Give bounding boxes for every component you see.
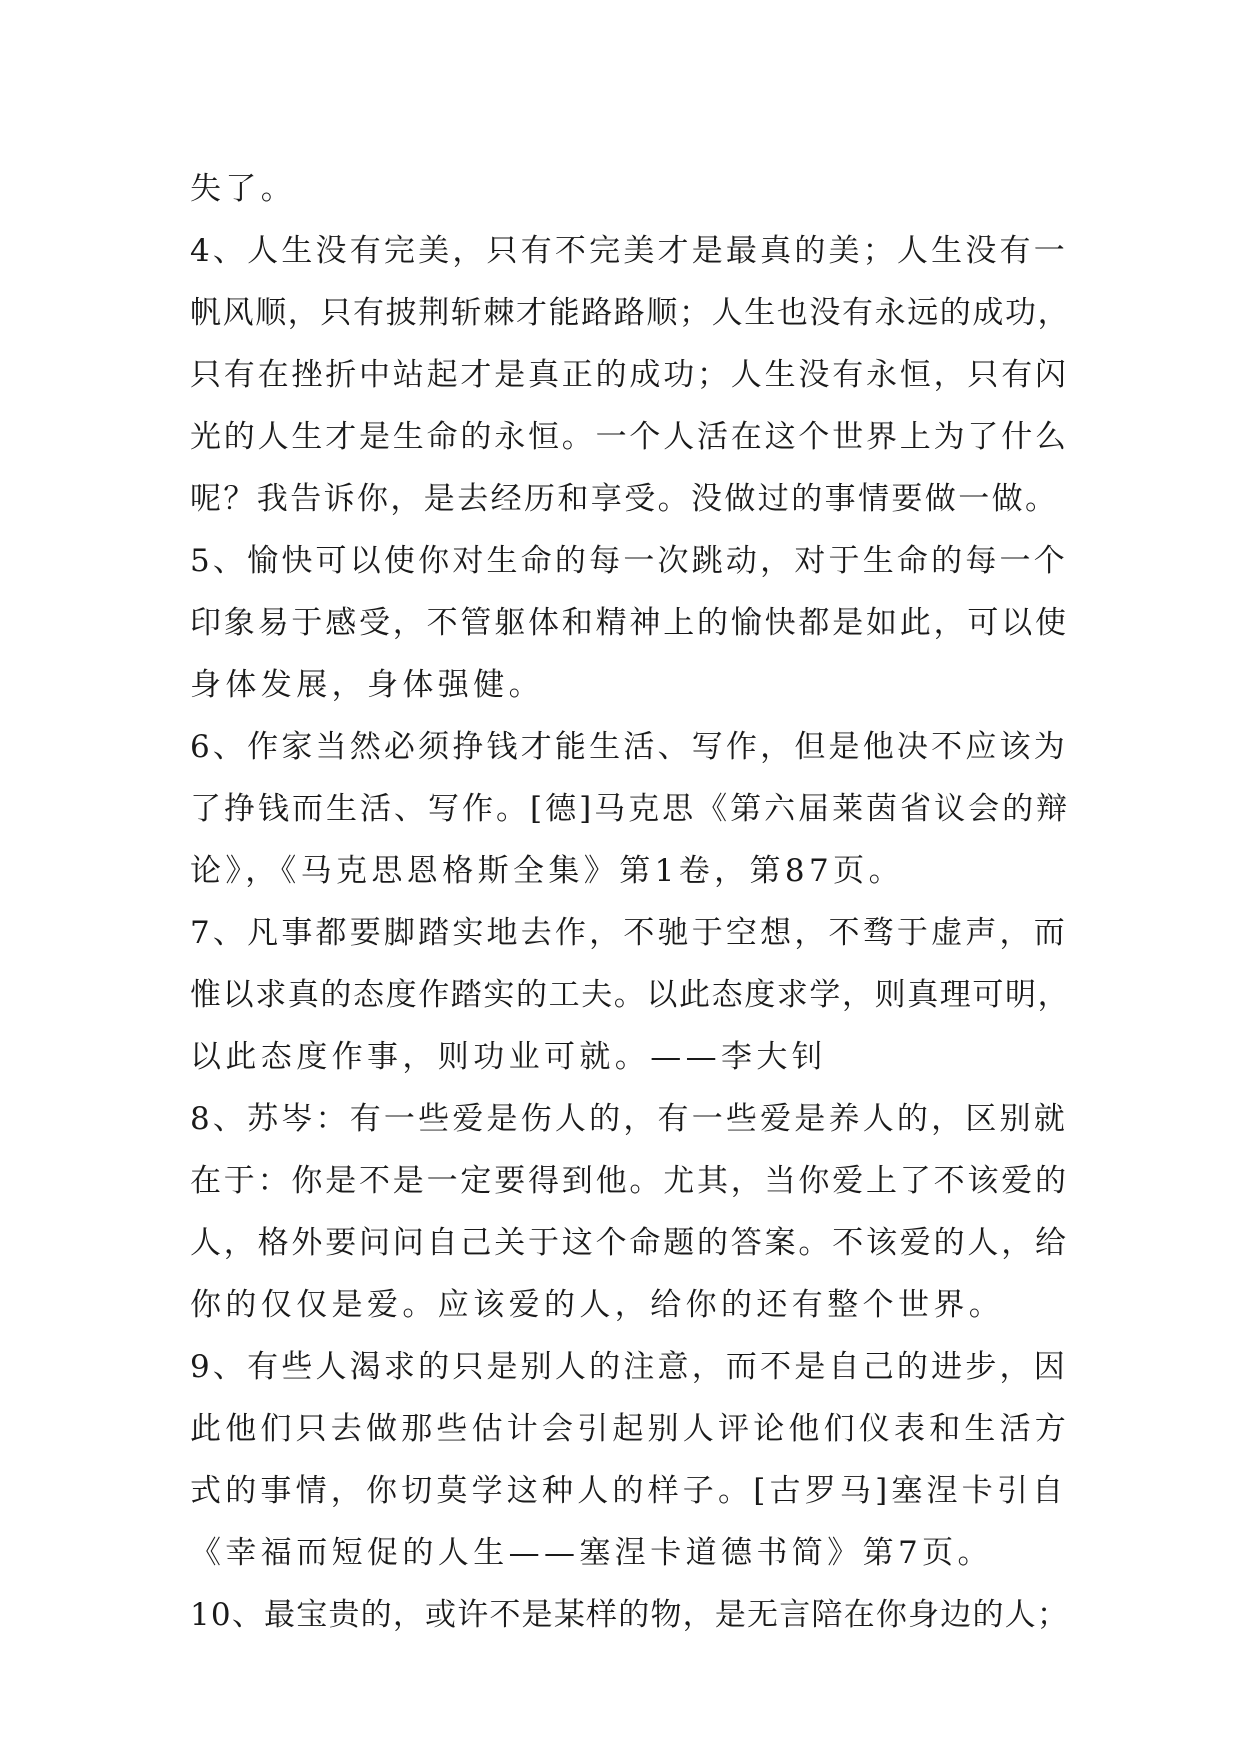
text-line: 7、凡事都要脚踏实地去作，不驰于空想，不骛于虚声，而 [190, 915, 1068, 951]
text-line: 以此态度作事，则功业可就。——李大钊 [190, 1039, 828, 1075]
text-line: 了挣钱而生活、写作。[德]马克思《第六届莱茵省议会的辩 [190, 791, 1071, 827]
text-line: 6、作家当然必须挣钱才能生活、写作，但是他决不应该为 [190, 729, 1068, 765]
text-line: 身体发展，身体强健。 [190, 667, 544, 703]
text-line: 式的事情，你切莫学这种人的样子。[古罗马]塞涅卡引自 [190, 1473, 1068, 1509]
text-line: 惟以求真的态度作踏实的工夫。以此态度求学，则真理可明， [190, 977, 1071, 1013]
text-line: 帆风顺，只有披荆斩棘才能路路顺；人生也没有永远的成功， [190, 295, 1071, 331]
text-line: 在于：你是不是一定要得到他。尤其，当你爱上了不该爱的 [190, 1163, 1069, 1199]
text-line: 人，格外要问问自己关于这个命题的答案。不该爱的人，给 [190, 1225, 1069, 1261]
text-line: 光的人生才是生命的永恒。一个人活在这个世界上为了什么 [190, 419, 1069, 455]
text-line: 8、苏岑：有一些爱是伤人的，有一些爱是养人的，区别就 [190, 1101, 1068, 1137]
text-line: 只有在挫折中站起才是真正的成功；人生没有永恒，只有闪 [190, 357, 1069, 393]
text-line: 4、人生没有完美，只有不完美才是最真的美；人生没有一 [190, 233, 1068, 269]
text-line: 10、最宝贵的，或许不是某样的物，是无言陪在你身边的人； [190, 1597, 1070, 1633]
text-line: 失了。 [190, 171, 297, 207]
text-line: 呢？我告诉你，是去经历和享受。没做过的事情要做一做。 [190, 481, 1059, 517]
text-line: 论》，《马克思恩格斯全集》第1卷，第87页。 [190, 853, 904, 889]
text-line: 此他们只去做那些估计会引起别人评论他们仪表和生活方 [190, 1411, 1070, 1447]
text-line: 《幸福而短促的人生——塞涅卡道德书简》第7页。 [190, 1535, 993, 1571]
body-text [190, 158, 1070, 1646]
text-line: 你的仅仅是爱。应该爱的人，给你的还有整个世界。 [190, 1287, 1005, 1323]
text-line: 9、有些人渴求的只是别人的注意，而不是自己的进步，因 [190, 1349, 1068, 1385]
text-line: 印象易于感受，不管躯体和精神上的愉快都是如此，可以使 [190, 605, 1069, 641]
text-line: 5、愉快可以使你对生命的每一次跳动，对于生命的每一个 [190, 543, 1068, 579]
